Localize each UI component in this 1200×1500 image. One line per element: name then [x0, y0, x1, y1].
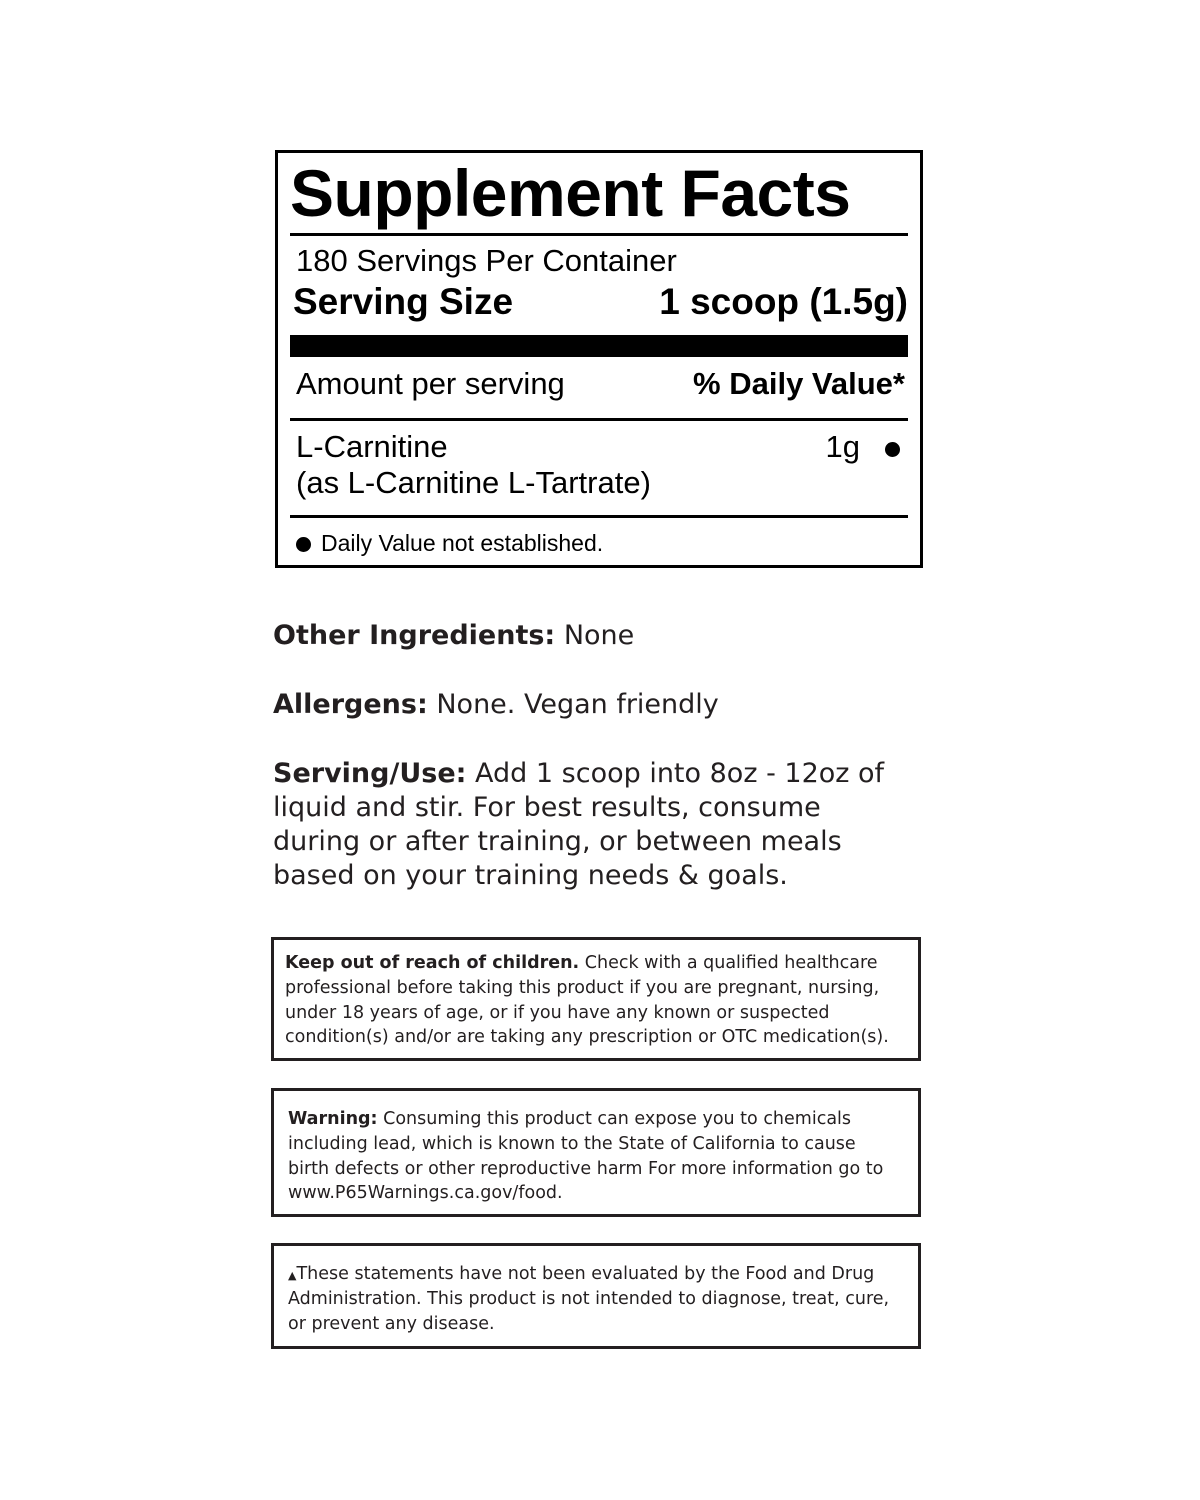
- supplement-facts-panel: [275, 150, 923, 568]
- caution-label: Keep out of reach of children.: [285, 953, 580, 973]
- allergens-label: Allergens:: [273, 689, 428, 720]
- fda-disclaimer-text: These statements have not been evaluated by the Food and Drug Administration. This product is not intended to diagnose, treat, cure, or prevent any disease.: [288, 1264, 890, 1334]
- allergens: [273, 688, 893, 722]
- bullet-dot-icon: [296, 537, 311, 552]
- daily-value-footnote: Daily Value not established.: [321, 530, 604, 556]
- ingredient-name: L-Carnitine: [296, 429, 448, 464]
- other-ingredients-text: None: [555, 620, 635, 651]
- divider: [290, 418, 908, 421]
- daily-value-header: % Daily Value*: [693, 366, 905, 401]
- ingredient-source: (as L-Carnitine L-Tartrate): [296, 465, 651, 500]
- bullet-dot-icon: [885, 442, 900, 457]
- other-ingredients-label: Other Ingredients:: [273, 620, 556, 651]
- panel-title: Supplement Facts: [290, 156, 851, 230]
- prop65-warning-box: [271, 1088, 921, 1217]
- warning-label: Warning:: [288, 1109, 378, 1129]
- triangle-icon: ▲: [288, 1269, 297, 1282]
- divider: [290, 515, 908, 518]
- serving-use-label: Serving/Use:: [273, 758, 467, 789]
- amount-per-serving-header: Amount per serving: [296, 366, 565, 401]
- servings-per-container: 180 Servings Per Container: [296, 243, 677, 278]
- divider: [290, 233, 908, 236]
- ingredient-amount: 1g: [825, 429, 860, 464]
- fda-disclaimer-box: [271, 1243, 921, 1349]
- serving-use: [273, 757, 893, 893]
- serving-size-label: Serving Size: [293, 281, 514, 322]
- thick-divider: [290, 335, 908, 357]
- warning-text: Consuming this product can expose you to chemicals including lead, which is known to the State of California to cause birth defects or other reproductive harm For more information go to www.P65Warnings.ca.gov/food.: [288, 1109, 884, 1204]
- other-ingredients: [273, 619, 893, 653]
- serving-size-value: 1 scoop (1.5g): [659, 281, 908, 322]
- allergens-text: None. Vegan friendly: [427, 689, 719, 720]
- caution-box: [271, 937, 921, 1061]
- serving-use-text: Add 1 scoop into 8oz - 12oz of liquid and stir. For best results, consume during or after training, or between meals based on your training needs & goals.: [273, 758, 885, 891]
- caution-text: Check with a qualified healthcare professional before taking this product if you are pregnant, nursing, under 18 years of age, or if you have any known or suspected condition(s) and/or are taking any prescription or OTC medication(s).: [285, 953, 889, 1048]
